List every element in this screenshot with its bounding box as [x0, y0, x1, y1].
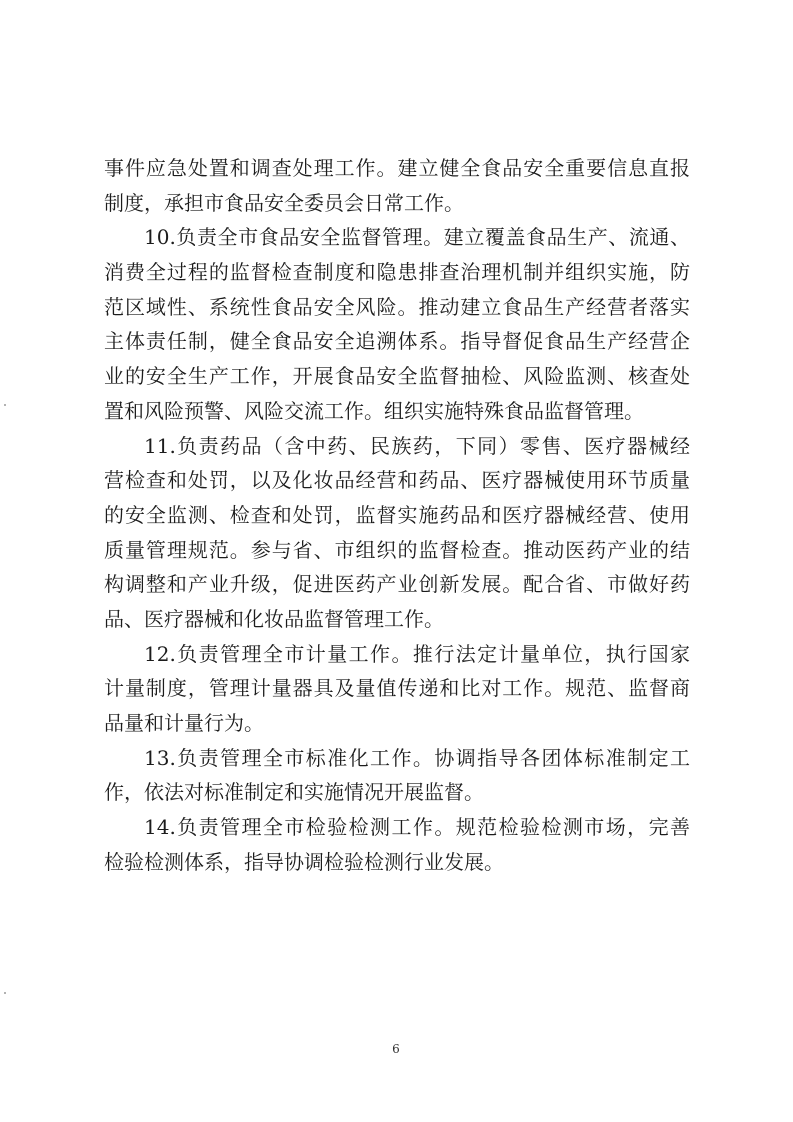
text-line: 检验检测体系，指导协调检验检测行业发展。 — [104, 849, 504, 874]
text-line: 置和风险预警、风险交流工作。组织实施特殊食品监督管理。 — [104, 398, 644, 423]
text-line: 作，依法对标准制定和实施情况开展监督。 — [104, 780, 484, 805]
paragraph-11-line: 11.负责药品（含中药、民族药，下同）零售、医疗器械经 — [144, 433, 690, 458]
scan-edge-mark — [4, 404, 6, 406]
document-body — [104, 151, 690, 879]
text-line: 营检查和处罚，以及化妆品经营和药品、医疗器械使用环节质量 — [104, 468, 690, 493]
scan-edge-mark — [4, 992, 6, 994]
paragraph-13-line: 13.负责管理全市标准化工作。协调指导各团体标准制定工 — [144, 745, 690, 770]
paragraph-14-line: 14.负责管理全市检验检测工作。规范检验检测市场，完善 — [144, 815, 690, 840]
paragraph-10-line: 10.负责全市食品安全监督管理。建立覆盖食品生产、流通、 — [144, 225, 690, 250]
text-line: 消费全过程的监督检查制度和隐患排查治理机制并组织实施，防 — [104, 260, 690, 285]
text-line: 构调整和产业升级，促进医药产业创新发展。配合省、市做好药 — [104, 572, 690, 597]
text-line: 业的安全生产工作，开展食品安全监督抽检、风险监测、核查处 — [104, 364, 690, 389]
text-line: 的安全监测、检查和处罚，监督实施药品和医疗器械经营、使用 — [104, 502, 690, 527]
text-line: 质量管理规范。参与省、市组织的监督检查。推动医药产业的结 — [104, 537, 690, 562]
text-line: 制度，承担市食品安全委员会日常工作。 — [104, 190, 464, 215]
text-line: 品量和计量行为。 — [104, 711, 264, 735]
text-line: 主体责任制，健全食品安全追溯体系。指导督促食品生产经营企 — [104, 329, 690, 354]
text-line: 范区域性、系统性食品安全风险。推动建立食品生产经营者落实 — [104, 294, 690, 319]
text-line: 计量制度，管理计量器具及量值传递和比对工作。规范、监督商 — [104, 676, 690, 701]
page-number: 6 — [392, 1042, 400, 1056]
text-line: 品、医疗器械和化妆品监督管理工作。 — [104, 606, 444, 631]
paragraph-12-line: 12.负责管理全市计量工作。推行法定计量单位，执行国家 — [144, 641, 690, 666]
text-line: 事件应急处置和调查处理工作。建立健全食品安全重要信息直报 — [104, 156, 690, 180]
